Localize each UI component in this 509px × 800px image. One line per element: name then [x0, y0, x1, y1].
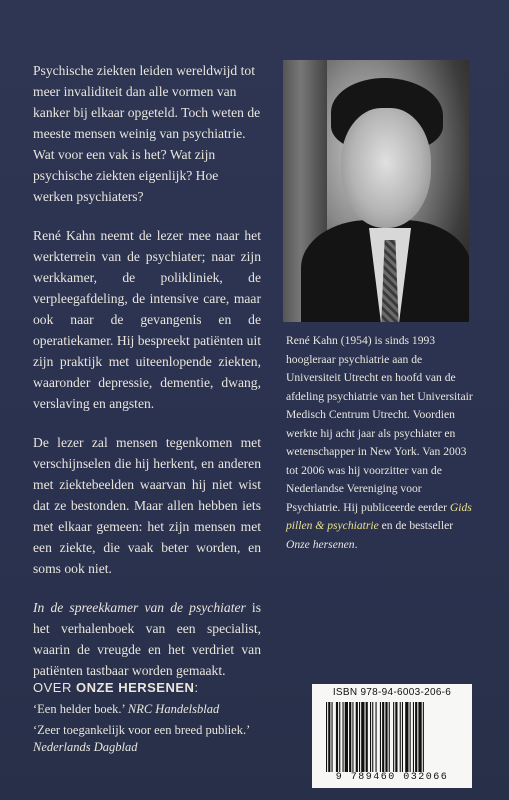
quote-2-source: Nederlands Dagblad — [33, 740, 138, 754]
quote-2: ‘Zeer toegankelijk voor een breed publiek.’ — [33, 723, 251, 737]
barcode-number: 9 789460 032066 — [335, 772, 449, 783]
review-quotes — [33, 680, 273, 756]
bio-between: en de bestseller — [378, 519, 454, 532]
barcode-bars — [326, 702, 464, 772]
book-title: In de spreekkamer van de psychiater — [33, 600, 246, 615]
blurb-paragraph-4 — [33, 597, 261, 681]
blurb-paragraph-2: René Kahn neemt de lezer mee naar het werkterrein van de psychiater; naar zijn werkkamer, de polikliniek, de verpleegafdeling, de intensive care, maar ook naar de gevangenis en de operatiekamer. Hij bespreekt patiënten uit zijn praktijk met uiteenlopende ziekten, waaronder depressie, dementie, dwang, verslaving en angsten. — [33, 228, 261, 411]
bio-book-2: Onze hersenen — [286, 537, 355, 551]
barcode — [312, 684, 472, 788]
bio-end: . — [354, 537, 358, 551]
quotes-heading: OVER ONZE HERSENEN: — [33, 680, 199, 695]
quote-1: ‘Een helder boek.’ NRC Handelsblad — [33, 702, 220, 716]
blurb-text — [33, 60, 261, 699]
bio-book-1: Gids pillen & psychiatrie — [286, 500, 472, 532]
bio-text: René Kahn (1954) is sinds 1993 hoogleraar psychiatrie aan de Universiteit Utrecht en hoofd van de afdeling psychiatrie van het Universitair Medisch Centrum Utrecht. Voordien werkte hij acht jaar als psychiater en wetenschapper in New York. Van 2003 tot 2006 was hij voorzitter van de Nederlandse Vereniging voor Psychiatrie. Hij publiceerde eerder — [286, 334, 473, 514]
blurb-paragraph-3: De lezer zal mensen tegenkomen met verschijnselen die hij herkent, en anderen met ziektebeelden waarvan hij niet wist dat ze bestonden. Maar allen hebben iets met elkaar gemeen: het zijn mensen met een ziekte, die vaak beter worden, en soms ook niet. — [33, 435, 261, 576]
blurb-paragraph-1: Psychische ziekten leiden wereldwijd tot meer invaliditeit dan alle vormen van kanker bij elkaar opgeteld. Toch weten de meeste mensen weinig van psychiatrie. Wat voor een vak is het? Wat zijn psychische ziekten eigenlijk? Hoe werken psychiaters? — [33, 63, 261, 204]
isbn-label: ISBN 978-94-6003-206-6 — [332, 687, 452, 698]
author-bio — [286, 332, 476, 554]
quote-1-source: NRC Handelsblad — [127, 702, 220, 716]
blurb-paragraph-4-rest: is het verhalenboek van een specialist, waarin de vreugde en het verdriet van patiënten tastbaar worden gemaakt. — [33, 600, 261, 678]
author-photo — [283, 60, 469, 322]
